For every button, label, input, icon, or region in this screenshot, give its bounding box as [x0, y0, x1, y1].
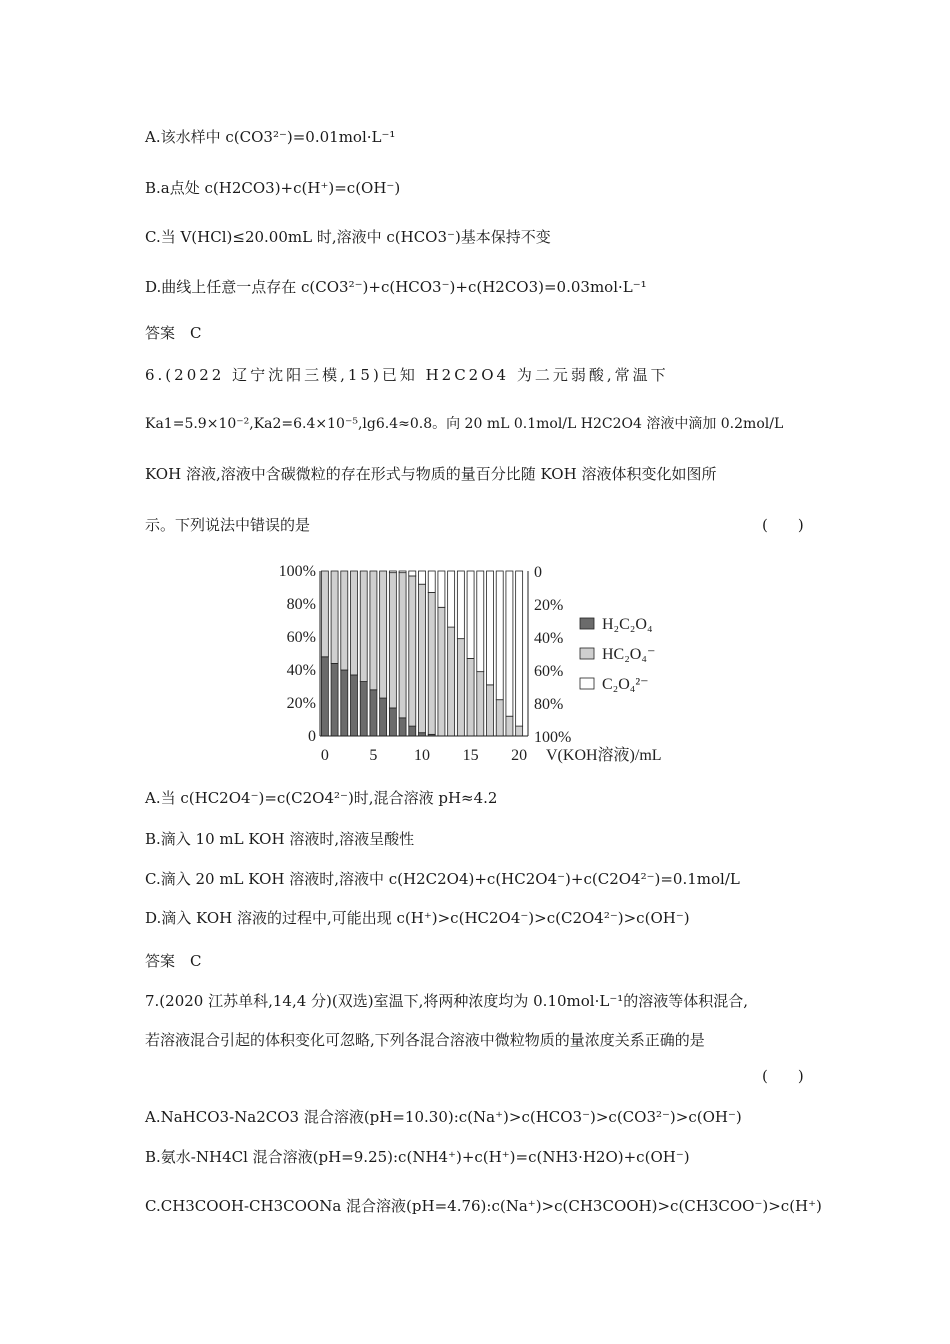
bar-segment-0: [360, 682, 367, 736]
bar-segment-2: [457, 571, 464, 639]
q6-stem-line1: 6.(2022 辽宁沈阳三模,15)已知 H2C2O4 为二元弱酸,常温下: [145, 366, 669, 384]
bar-segment-2: [516, 571, 523, 726]
bar-segment-0: [389, 708, 396, 736]
bar-segment-2: [506, 571, 513, 716]
speciation-bar-chart: [262, 556, 692, 768]
bar-segment-1: [438, 607, 445, 736]
y-tick-left: 80%: [286, 596, 316, 613]
x-tick: 10: [414, 747, 430, 764]
q7-answer-bracket: ( ): [762, 1067, 804, 1085]
bar-segment-2: [389, 571, 396, 573]
bar-segment-2: [467, 571, 474, 658]
q7-stem-line1: 7.(2020 江苏单科,14,4 分)(双选)室温下,将两种浓度均为 0.10mol·L⁻¹的溶液等体积混合,: [145, 992, 749, 1010]
bar-segment-0: [370, 690, 377, 736]
q5-option-a: A.该水样中 c(CO3²⁻)=0.01mol·L⁻¹: [145, 128, 396, 146]
chart-legend: [580, 616, 655, 693]
q7-option-c: C.CH3COOH-CH3COONa 混合溶液(pH=4.76):c(Na⁺)>c(CH3COOH)>c(CH3COO⁻)>c(H⁺): [145, 1197, 822, 1215]
bar-segment-2: [477, 571, 484, 672]
bar-segment-0: [380, 698, 387, 736]
bar-segment-1: [360, 571, 367, 682]
bar-segment-2: [448, 571, 455, 627]
bar-segment-1: [389, 573, 396, 708]
bar-segment-1: [516, 726, 523, 736]
y-tick-left: 60%: [286, 629, 316, 646]
bar-segment-1: [506, 716, 513, 736]
bar-segment-1: [331, 571, 338, 663]
bar-segment-2: [438, 571, 445, 607]
bar-segment-1: [380, 571, 387, 698]
bar-segment-2: [428, 571, 435, 592]
bar-segment-1: [341, 571, 348, 670]
y-tick-right: 60%: [534, 663, 564, 680]
bar-segment-2: [399, 571, 406, 573]
bar-segment-1: [457, 639, 464, 736]
y-tick-left: 40%: [286, 662, 316, 679]
bar-segment-2: [419, 571, 426, 584]
q7-option-a: A.NaHCO3-Na2CO3 混合溶液(pH=10.30):c(Na⁺)>c(HCO3⁻)>c(CO3²⁻)>c(OH⁻): [145, 1108, 742, 1126]
bar-segment-1: [496, 700, 503, 736]
bar-segment-1: [370, 571, 377, 690]
q6-option-d: D.滴入 KOH 溶液的过程中,可能出现 c(H⁺)>c(HC2O4⁻)>c(C2O4²⁻)>c(OH⁻): [145, 909, 690, 927]
q5-answer: 答案 C: [145, 324, 202, 342]
y-tick-left: 20%: [286, 695, 316, 712]
y-tick-right: 100%: [534, 729, 572, 746]
bar-segment-1: [419, 584, 426, 733]
x-tick: 0: [320, 747, 329, 764]
q5-option-c: C.当 V(HCl)≤20.00mL 时,溶液中 c(HCO3⁻)基本保持不变: [145, 228, 551, 246]
bar-segment-0: [341, 670, 348, 736]
bar-segment-0: [399, 718, 406, 736]
bar-segment-1: [409, 576, 416, 726]
bar-segment-2: [409, 571, 416, 576]
x-tick: 5: [369, 747, 378, 764]
y-tick-left: 0: [308, 728, 316, 745]
q6-option-c: C.滴入 20 mL KOH 溶液时,溶液中 c(H2C2O4)+c(HC2O4⁻)+c(C2O4²⁻)=0.1mol/L: [145, 870, 740, 888]
bar-segment-0: [321, 657, 328, 736]
y-tick-right: 20%: [534, 597, 564, 614]
bar-segment-2: [496, 571, 503, 700]
q6-option-b: B.滴入 10 mL KOH 溶液时,溶液呈酸性: [145, 830, 415, 848]
legend-label-0: H₂C₂O₄: [602, 616, 653, 633]
legend-swatch-1: [580, 648, 594, 659]
y-tick-right: 0: [534, 564, 542, 581]
bar-segment-1: [399, 573, 406, 718]
q7-option-b: B.氨水-NH4Cl 混合溶液(pH=9.25):c(NH4⁺)+c(H⁺)=c(NH3·H2O)+c(OH⁻): [145, 1148, 690, 1166]
bar-segment-1: [477, 672, 484, 736]
y-tick-right: 40%: [534, 630, 564, 647]
bar-segment-2: [487, 571, 494, 685]
q7-stem-line2: 若溶液混合引起的体积变化可忽略,下列各混合溶液中微粒物质的量浓度关系正确的是: [145, 1031, 705, 1049]
q6-stem-line2: Ka1=5.9×10⁻²,Ka2=6.4×10⁻⁵,lg6.4≈0.8。向 20 mL 0.1mol/L H2C2O4 溶液中滴加 0.2mol/L: [145, 416, 784, 432]
legend-swatch-2: [580, 678, 594, 689]
q6-option-a: A.当 c(HC2O4⁻)=c(C2O4²⁻)时,混合溶液 pH≈4.2: [145, 789, 498, 807]
legend-swatch-0: [580, 618, 594, 629]
bar-segment-1: [487, 685, 494, 736]
bar-segment-0: [331, 663, 338, 736]
q6-answer: 答案 C: [145, 952, 202, 970]
bar-segment-1: [467, 658, 474, 736]
x-axis-label: V(KOH溶液)/mL: [546, 747, 662, 764]
q6-stem-line3: KOH 溶液,溶液中含碳微粒的存在形式与物质的量百分比随 KOH 溶液体积变化如图所: [145, 465, 717, 483]
bar-segment-1: [351, 571, 358, 675]
bar-segment-1: [321, 571, 328, 657]
bar-segment-0: [351, 675, 358, 736]
x-tick: 20: [511, 747, 528, 764]
x-tick: 15: [462, 747, 479, 764]
bar-segment-1: [428, 592, 435, 734]
y-tick-left: 100%: [278, 563, 316, 580]
q5-option-b: B.a点处 c(H2CO3)+c(H⁺)=c(OH⁻): [145, 179, 401, 197]
chart-plot-area: [321, 571, 522, 736]
legend-label-2: C₂O₄²⁻: [602, 676, 649, 693]
q6-answer-bracket: ( ): [762, 516, 804, 534]
bar-segment-0: [409, 726, 416, 736]
bar-segment-1: [448, 627, 455, 736]
legend-label-1: HC₂O₄⁻: [602, 646, 656, 663]
q6-stem-line4: 示。下列说法中错误的是: [145, 516, 311, 534]
q5-option-d: D.曲线上任意一点存在 c(CO3²⁻)+c(HCO3⁻)+c(H2CO3)=0.03mol·L⁻¹: [145, 278, 647, 296]
y-tick-right: 80%: [534, 696, 564, 713]
